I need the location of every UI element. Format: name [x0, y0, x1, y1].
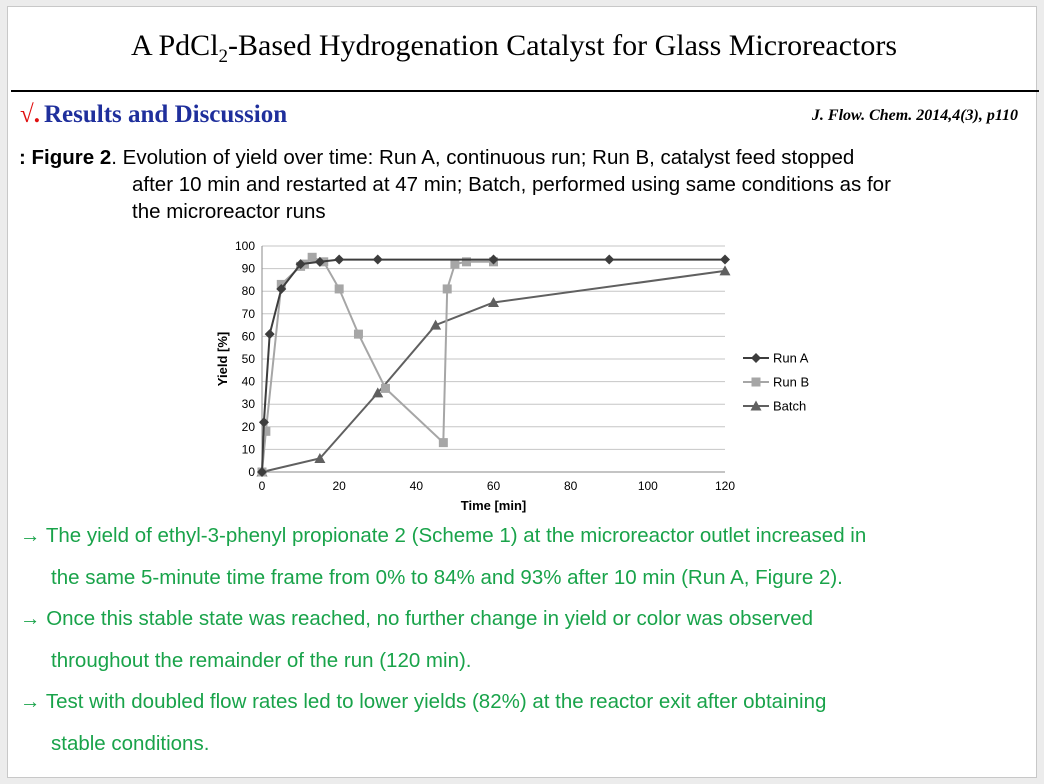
figure-caption: : Figure 2. Evolution of yield over time: Run A, continuous run; Run B, catalyst feed stopped after 10 min and restarted at 47 min; Batch, performed using same conditions as for the microreactor runs	[19, 146, 891, 223]
bullet-item: → The yield of ethyl-3-phenyl propionate 2 (Scheme 1) at the microreactor outlet increased in the same 5-minute time frame from 0% to 84% and 93% after 10 min (Run A, Figure 2).	[20, 524, 867, 589]
x-tick-label: 80	[563, 479, 578, 493]
x-tick-label: 20	[332, 479, 346, 493]
y-tick-label: 30	[241, 397, 255, 412]
legend-marker	[752, 378, 761, 387]
x-tick-label: 120	[714, 479, 736, 493]
bullet-item: → Once this stable state was reached, no further change in yield or color was observed throughout the remainder of the run (120 min).	[20, 607, 814, 672]
slide-title: A PdCl$_2$-Based Hydrogenation Catalyst for Glass Microreactors	[130, 29, 898, 67]
data-point-batch	[720, 265, 731, 275]
data-point-run-b	[381, 384, 390, 393]
series-line-run-b	[262, 257, 494, 472]
legend-marker	[751, 353, 761, 363]
arrow-icon: →	[20, 524, 41, 547]
arrow-icon: →	[20, 607, 41, 630]
bullet-list	[20, 515, 1030, 764]
yield-chart	[203, 232, 823, 521]
y-tick-label: 20	[241, 419, 255, 434]
arrow-icon: →	[20, 690, 41, 713]
x-tick-label: 100	[637, 479, 658, 493]
data-point-run-a	[265, 329, 275, 339]
slide	[7, 6, 1037, 778]
title-divider	[11, 90, 1039, 92]
legend-label: Run B	[773, 374, 810, 390]
data-point-run-a	[720, 255, 730, 265]
y-tick-label: 0	[248, 465, 255, 479]
y-tick-label: 10	[241, 442, 255, 457]
x-tick-label: 60	[486, 479, 501, 493]
y-tick-label: 60	[241, 329, 255, 344]
data-point-run-a	[334, 255, 344, 265]
y-tick-label: 90	[241, 261, 255, 276]
chart-svg	[203, 232, 823, 517]
x-tick-label: 40	[409, 479, 424, 493]
citation: J. Flow. Chem. 2014,4(3), p110	[811, 107, 1018, 124]
legend-label: Batch	[773, 398, 807, 414]
data-point-run-b	[354, 330, 363, 339]
data-point-run-b	[439, 438, 448, 447]
y-axis-label: Yield [%]	[215, 331, 230, 387]
figure-label: Figure 2	[31, 146, 112, 169]
data-point-run-b	[450, 260, 459, 269]
x-axis-label: Time [min]	[460, 498, 527, 513]
check-icon: √.	[20, 101, 40, 128]
data-point-run-b	[308, 253, 317, 262]
data-point-run-b	[443, 284, 452, 293]
data-point-run-a	[604, 255, 614, 265]
legend-label: Run A	[773, 350, 809, 366]
y-tick-label: 80	[241, 284, 255, 299]
data-point-run-a	[373, 255, 383, 265]
bullet-item: → Test with doubled flow rates led to lower yields (82%) at the reactor exit after obtaining stable conditions.	[20, 690, 827, 755]
y-tick-label: 100	[234, 239, 255, 253]
section-heading: √. Results and Discussion	[20, 101, 288, 128]
x-tick-label: 0	[258, 479, 266, 493]
y-tick-label: 70	[241, 306, 255, 321]
data-point-run-b	[335, 284, 344, 293]
y-tick-label: 50	[241, 352, 255, 366]
y-tick-label: 40	[241, 374, 255, 389]
